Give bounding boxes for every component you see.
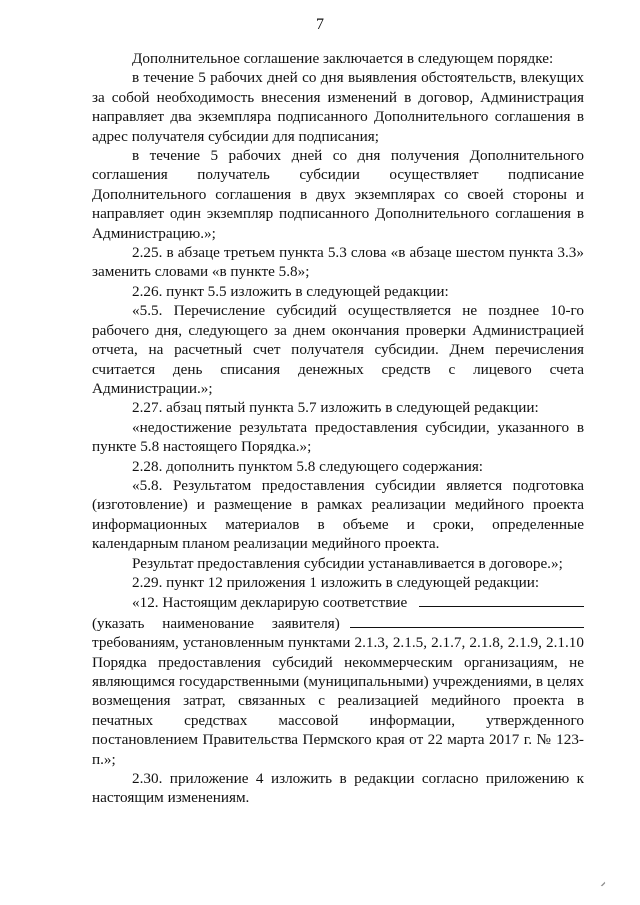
paragraph-item-2-29: 2.29. пункт 12 приложения 1 изложить в следующей редакции: xyxy=(132,573,540,591)
paragraph-clause-5-5: «5.5. Перечисление субсидий осуществляется не позднее 10-го рабочего дня, следующего за днем окончания проверки Администрацией отчета, на расчетный счет получателя субсидии. Днем перечисления считается день списания денежных средств с лицевого счета Администрации.»; xyxy=(92,302,584,397)
paragraph-result-in-contract: Результат предоставления субсидии устанавливается в договоре.»; xyxy=(132,554,563,572)
paragraph-item-2-25: 2.25. в абзаце третьем пункта 5.3 слова «в абзаце шестом пункта 3.3» заменить словами «в пункте 5.8»; xyxy=(92,244,584,281)
paragraph-non-achievement: «недостижение результата предоставления субсидии, указанного в пункте 5.8 настоящего Порядка.»; xyxy=(92,418,584,456)
paragraph-item-2-28: 2.28. дополнить пунктом 5.8 следующего содержания: xyxy=(132,457,484,475)
document-body xyxy=(92,49,584,808)
applicant-name-line xyxy=(92,613,584,633)
paragraph-procedure-intro: Дополнительное соглашение заключается в следующем порядке: xyxy=(132,50,554,67)
applicant-name-hint: (указать наименование заявителя) xyxy=(92,614,340,632)
paragraph-administration-sends: в течение 5 рабочих дней со дня выявления обстоятельств, влекущих за собой необходимость внесения изменений в договор, Администрация направляет два экземпляра подписанного Дополнительного соглашения в адрес получателя субсидии для подписания; xyxy=(92,69,584,145)
scan-mark-icon xyxy=(600,881,606,887)
paragraph-requirements: требованиям, установленным пунктами 2.1.3, 2.1.5, 2.1.7, 2.1.8, 2.1.9, 2.1.10 Порядка предоставления субсидий некоммерческим организациям, не являющимся государственными (муниципальными) учреждениями, в целях возмещения затрат, связанных с реализацией медийного проекта в печатных средствах массовой информации, утвержденного постановлением Правительства Пермского края от 22 марта 2017 г. № 123-п.»; xyxy=(92,634,584,768)
declaration-label: «12. Настоящим декларирую соответствие xyxy=(132,594,408,612)
paragraph-item-2-27: 2.27. абзац пятый пункта 5.7 изложить в следующей редакции: xyxy=(132,399,539,417)
applicant-name-blank-field xyxy=(350,613,584,628)
paragraph-recipient-signs: в течение 5 рабочих дней со дня получения Дополнительного соглашения получатель субсидии осуществляет подписание Дополнительного соглашения в двух экземплярах со своей стороны и направляет один экземпляр подписанного Дополнительного соглашения в Администрацию.»; xyxy=(92,147,584,242)
declaration-blank-field xyxy=(419,592,584,607)
paragraph-item-2-30: 2.30. приложение 4 изложить в редакции согласно приложению к настоящим изменениям. xyxy=(92,770,584,807)
paragraph-item-2-26: 2.26. пункт 5.5 изложить в следующей редакции: xyxy=(132,282,449,300)
declaration-line xyxy=(92,592,584,612)
page-number: 7 xyxy=(316,16,324,33)
paragraph-clause-5-8: «5.8. Результатом предоставления субсидии является подготовка (изготовление) и размещение в рамках реализации медийного проекта информационных материалов в объеме и сроки, определенные календарным планом реализации медийного проекта. xyxy=(92,476,584,553)
